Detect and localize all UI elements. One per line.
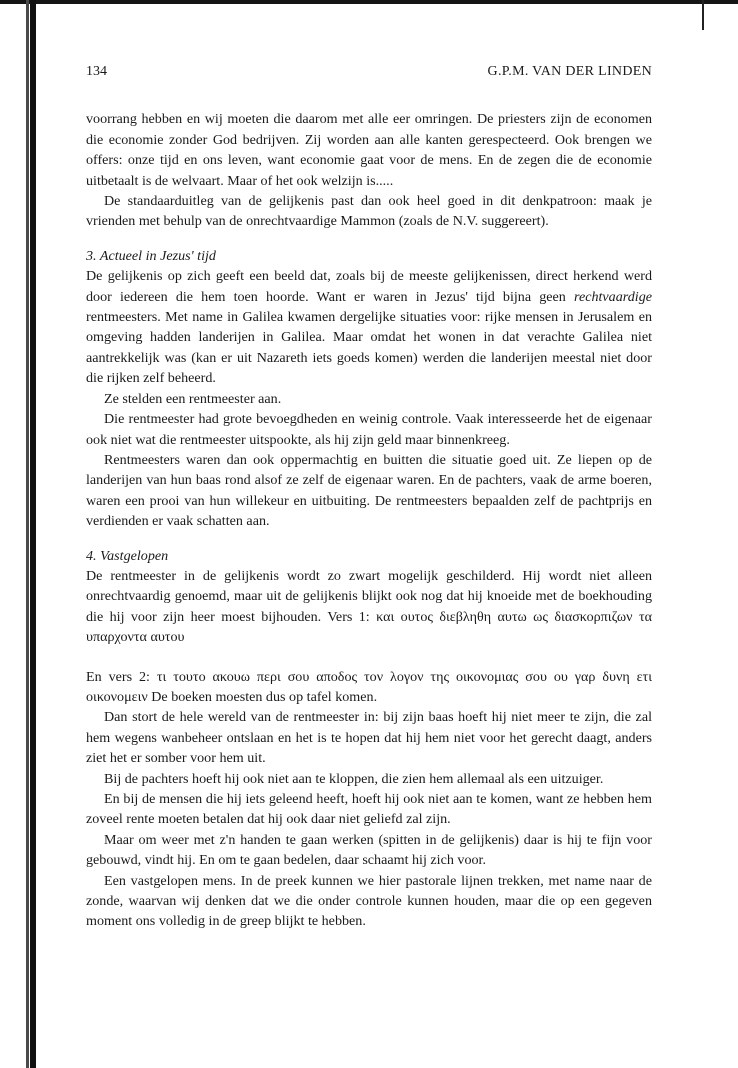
paragraph: De rentmeester in de gelijkenis wordt zo zwart mogelijk geschilderd. Hij wordt niet alleen onrechtvaardig genoemd, maar uit de gelijkenis blijkt ook nog dat hij knoeide met de boekhouding die hij voor zijn heer moest bijhouden. Vers 1: και ουτος διεβληθη αυτω ως διασκορπιζων τα υπαρχοντα αυτου — [86, 567, 652, 646]
section-heading-4: 4. Vastgelopen — [86, 547, 169, 564]
paragraph: Die rentmeester had grote bevoegdheden en weinig controle. Vaak interesseerde het de eigenaar ook niet wat die rentmeester uitspookte, als hij zijn geld maar binnenkreeg. — [86, 411, 652, 448]
running-head-author: G.P.M. VAN DER LINDEN — [487, 64, 652, 79]
paragraph-text: De gelijkenis op zich geeft een beeld dat, zoals bij de meeste gelijkenissen, direct herkend werd door iedereen die hem toen hoorde. Want er waren in Jezus' tijd bijna geen — [86, 268, 652, 305]
scan-edge-right — [702, 0, 704, 30]
paragraph: voorrang hebben en wij moeten die daarom met alle eer omringen. De priesters zijn de economen die economie zonder God bedrijven. Zij worden aan alle kanten gerespecteerd. Ook brengen we offers: onze tijd en ons leven, want economie gaat voor de mens. En de zegen die de economie uitbetaalt is de welvaart. Maar of het ook welzijn is..... — [86, 111, 652, 189]
page-body — [86, 62, 652, 932]
section-heading-3: 3. Actueel in Jezus' tijd — [86, 247, 216, 264]
paragraph: Dan stort de hele wereld van de rentmeester in: bij zijn baas hoeft hij niet meer te zijn, die zal hem wegens wanbeheer ontslaan en het is te hopen dat hij hem niet voor het gerecht daagt, anders ziet het er somber voor hem uit. — [86, 709, 652, 767]
scan-edge-left-shadow — [26, 0, 29, 1068]
paragraph: Maar om weer met z'n handen te gaan werken (spitten in de gelijkenis) daar is hij te fijn voor gebouwd, vindt hij. En om te gaan bedelen, daar schaamt hij zich voor. — [86, 831, 652, 869]
running-header — [86, 62, 652, 82]
paragraph: Een vastgelopen mens. In de preek kunnen we hier pastorale lijnen trekken, met name naar de zonde, waarvan wij denken dat we die onder controle kunnen houden, maar die op een gegeven moment ons volledig in de greep blijkt te hebben. — [86, 872, 652, 930]
paragraph — [86, 266, 652, 388]
paragraph: Rentmeesters waren dan ook oppermachtig en buitten die situatie goed uit. Ze liepen op de landerijen van hun baas rond alsof ze zelf de eigenaar waren. En de pachters, vaak de arme boeren, waren een prooi van hun willekeur en uitbuiting. De rentmeesters bepaalden zelf de pachtprijs en verdienden er vaak schatten aan. — [86, 451, 652, 530]
paragraph-text: rentmeesters. Met name in Galilea kwamen dergelijke situaties voor: rijke mensen in Jerusalem en omgeving hadden landerijen in Galilea. Maar omdat het wonen in dat verachte Galilea niet aantrekkelijk was (kan er uit Nazareth iets goeds komen) werden die landerijen meestal niet door die rijken zelf beheerd. — [86, 309, 652, 387]
paragraph: En vers 2: τι τουτο ακουω περι σου αποδος τον λογον της οικονομιας σου ου γαρ δυνη ετι οικονομειν De boeken moesten dus op tafel komen. — [86, 668, 652, 705]
scan-edge-top — [0, 0, 738, 4]
paragraph: De standaarduitleg van de gelijkenis past dan ook heel goed in dit denkpatroon: maak je vrienden met behulp van de onrechtvaardige Mammon (zoals de N.V. suggereert). — [86, 193, 652, 230]
paragraph: Bij de pachters hoeft hij ook niet aan te kloppen, die zien hem allemaal als een uitzuiger. — [104, 770, 604, 787]
scan-edge-left — [30, 0, 36, 1068]
paragraph: Ze stelden een rentmeester aan. — [104, 390, 282, 407]
page-number: 134 — [86, 64, 107, 79]
emphasis-text: rechtvaardige — [573, 288, 652, 305]
paragraph: En bij de mensen die hij iets geleend heeft, hoeft hij ook niet aan te komen, want ze hebben hem zoveel rente moeten betalen dat hij ook daar niet geliefd zal zijn. — [86, 791, 652, 828]
